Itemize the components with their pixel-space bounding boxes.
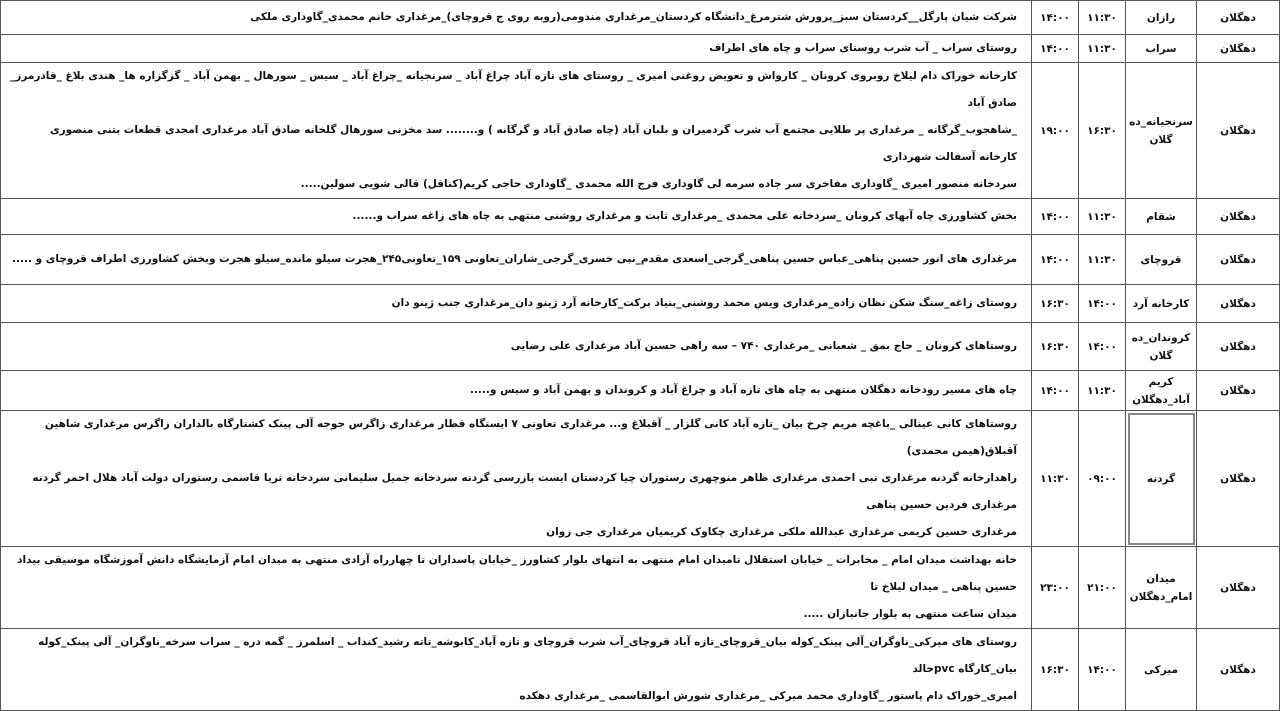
description-line: چاه های مسیر رودخانه دهگلان منتهی به چاه های تازه آباد و چراغ آباد و کروندان و بهمن آباد و سیس و.....	[469, 384, 1017, 396]
county-cell: دهگلان	[1197, 323, 1280, 371]
end-time-cell: ۱۹:۰۰	[1032, 63, 1079, 199]
start-time-cell: ۱۱:۳۰	[1079, 35, 1126, 63]
description-cell	[1, 1, 1032, 35]
area-cell: سرنجیانه_ده گلان	[1126, 63, 1197, 199]
table-row	[1, 285, 1280, 323]
description-line: شرکت شیان پارگل__کردستان سبز_پرورش شترمرغ_دانشگاه کردستان_مرغداری مندومی(روبه روی ج قروچای)_مرغداری خانم محمدی_گاوداری ملکی	[250, 11, 1017, 23]
description-cell	[1, 35, 1032, 63]
county-cell: دهگلان	[1197, 629, 1280, 711]
start-time-cell: ۱۴:۰۰	[1079, 629, 1126, 711]
end-time-cell: ۱۶:۳۰	[1032, 629, 1079, 711]
description-cell	[1, 323, 1032, 371]
start-time-cell: ۱۱:۳۰	[1079, 1, 1126, 35]
start-time-cell: ۱۶:۳۰	[1079, 63, 1126, 199]
description-line: مرغداری حسین کریمی مرغداری عبدالله ملکی مرغداری چکاوک کریمیان مرغداری جی زوان	[546, 526, 1017, 538]
area-cell: قروچای	[1126, 235, 1197, 285]
description-cell	[1, 411, 1032, 547]
end-time-cell: ۱۴:۰۰	[1032, 1, 1079, 35]
area-cell: میدان امام_دهگلان	[1126, 547, 1197, 629]
area-cell: کریم آباد_دهگلان	[1126, 371, 1197, 411]
county-cell: دهگلان	[1197, 235, 1280, 285]
end-time-cell: ۱۴:۰۰	[1032, 371, 1079, 411]
start-time-cell: ۱۱:۳۰	[1079, 199, 1126, 235]
description-line: روستای سراب _ آب شرب روستای سراب و چاه های اطراف	[709, 42, 1017, 54]
description-line: راهدارخانه گردنه مرغداری نبی احمدی مرغداری ظاهر منوچهری رستوران چیا کردستان ایست بازرسی گردنه سردخانه جمیل سلیمانی سردخانه ثریا قاسمی رستوران دولت آباد هلال احمر گردنه مرغداری فردین حسین پناهی	[32, 472, 1017, 511]
table-row	[1, 63, 1280, 199]
end-time-cell: ۲۳:۰۰	[1032, 547, 1079, 629]
area-cell: رازان	[1126, 1, 1197, 35]
end-time-cell: ۱۴:۰۰	[1032, 199, 1079, 235]
description-cell	[1, 285, 1032, 323]
description-line: بخش کشاورزی چاه آبهای کرونان _سردخانه علی محمدی _مرغداری ثابت و مرغداری روشنی منتهی به چاه های زاغه سراب و......	[352, 210, 1017, 222]
description-cell	[1, 371, 1032, 411]
county-cell: دهگلان	[1197, 63, 1280, 199]
description-line: امیری_خوراک دام پاستور _گاوداری محمد میرکی _مرغداری شورش ابوالقاسمی _مرغداری دهکده	[519, 690, 1017, 702]
start-time-cell: ۰۹:۰۰	[1079, 411, 1126, 547]
description-cell	[1, 63, 1032, 199]
county-cell: دهگلان	[1197, 371, 1280, 411]
start-time-cell: ۱۱:۳۰	[1079, 371, 1126, 411]
table-row	[1, 323, 1280, 371]
description-line: روستاهای کانی عینالی _باغچه مریم چرخ بیان _تازه آباد کانی گلزار _ آقبلاغ و... مرغداری تعاونی ۷ ایستگاه قطار مرغداری زاگرس جوجه آلی پینک کشتارگاه بالداران زاگرس مرغداری شاهین آقبلاق(هیمن محمدی)	[44, 418, 1017, 457]
area-cell: شقام	[1126, 199, 1197, 235]
description-cell	[1, 235, 1032, 285]
description-line: کارخانه خوراک دام لیلاخ روبروی کرونان _ کارواش و تعویض روغنی امیری _ روستای های تازه آباد چراغ آباد _ سرنجیانه _چراغ آباد _ سیس _ سورهال _ بهمن آباد _ گزگزاره ها_ هندی بلاغ _قادرمرز_ صادق آباد	[10, 70, 1017, 109]
description-line: خانه بهداشت میدان امام _ مخابرات _ خیابان استقلال تامیدان امام منتهی به انتهای بلوار کشاورز _خیابان پاسداران تا چهارراه آزادی منتهی به میدان امام آزمایشگاه دانش آموزشگاه موسیقی بیداد حسین پناهی _ میدان لیلاخ تا	[17, 554, 1017, 593]
description-cell	[1, 629, 1032, 711]
county-cell: دهگلان	[1197, 547, 1280, 629]
end-time-cell: ۱۱:۳۰	[1032, 411, 1079, 547]
start-time-cell: ۲۱:۰۰	[1079, 547, 1126, 629]
table-row	[1, 199, 1280, 235]
area-cell: کروندان_ده گلان	[1126, 323, 1197, 371]
description-line: روستای زاغه_سنگ شکن نظان زاده_مرغداری ویس محمد روشنی_بنیاد برکت_کارخانه آرد ژینو دان_مرغداری جنب ژینو دان	[391, 297, 1017, 309]
table-row	[1, 371, 1280, 411]
table-row	[1, 547, 1280, 629]
area-cell: میرکی	[1126, 629, 1197, 711]
table-row	[1, 235, 1280, 285]
table-row	[1, 629, 1280, 711]
area-cell: سراب	[1126, 35, 1197, 63]
description-line: روستای های میرکی_ناوگران_آلی پینک_کوله بیان_قروچای_تازه آباد قروچای_آب شرب قروچای و تازه آباد_کابوشه_تاته رشید_کنداب _ اسلمرز _ گمه دره _ سراب سرخه_ناوگران_ آلی پینک_کوله بیان_کارگاه pvcخالد	[38, 636, 1017, 675]
table-row	[1, 411, 1280, 547]
area-cell: گردنه	[1126, 411, 1197, 547]
table-row	[1, 1, 1280, 35]
description-line: _شاهجوب_گرگانه _ مرغداری پر طلایی مجتمع آب شرب گردمیران و بلبان آباد (چاه صادق آباد و گرگانه ) و........ سد مخزنی سورهال گلخانه صادق آباد مرغداری امجدی قطعات بتنی منصوری کارخانه آسفالت شهرداری	[49, 124, 1017, 163]
county-cell: دهگلان	[1197, 411, 1280, 547]
start-time-cell: ۱۱:۳۰	[1079, 235, 1126, 285]
description-line: مرغداری های انور حسین پناهی_عباس حسین پناهی_گرجی_اسعدی مقدم_نبی خسری_گرجی_شاران_تعاونی ۱۵۹_تعاونی۲۴۵_هجرت سیلو مانده_سیلو هجرت وبخش کشاورزی اطراف قروچای و .....	[12, 253, 1017, 265]
county-cell: دهگلان	[1197, 1, 1280, 35]
description-line: سردخانه منصور امیری _گاوداری مفاخری سر جاده سرمه لی گاوداری فرج الله محمدی _گاوداری حاجی کریم(کناقل) قالی شویی سولین.....	[300, 178, 1017, 190]
description-line: روستاهای کرونان _ حاج بمق _ شعبانی _مرغداری ۷۴۰ – سه راهی حسین آباد مرغداری علی رضایی	[510, 340, 1017, 352]
start-time-cell: ۱۴:۰۰	[1079, 323, 1126, 371]
description-cell	[1, 199, 1032, 235]
description-line: میدان ساعت منتهی به بلوار جانبازان .....	[803, 608, 1017, 620]
area-cell: کارخانه آرد	[1126, 285, 1197, 323]
end-time-cell: ۱۶:۳۰	[1032, 323, 1079, 371]
end-time-cell: ۱۶:۳۰	[1032, 285, 1079, 323]
county-cell: دهگلان	[1197, 35, 1280, 63]
end-time-cell: ۱۴:۰۰	[1032, 35, 1079, 63]
start-time-cell: ۱۴:۰۰	[1079, 285, 1126, 323]
end-time-cell: ۱۴:۰۰	[1032, 235, 1079, 285]
table-row	[1, 35, 1280, 63]
description-cell	[1, 547, 1032, 629]
county-cell: دهگلان	[1197, 199, 1280, 235]
county-cell: دهگلان	[1197, 285, 1280, 323]
